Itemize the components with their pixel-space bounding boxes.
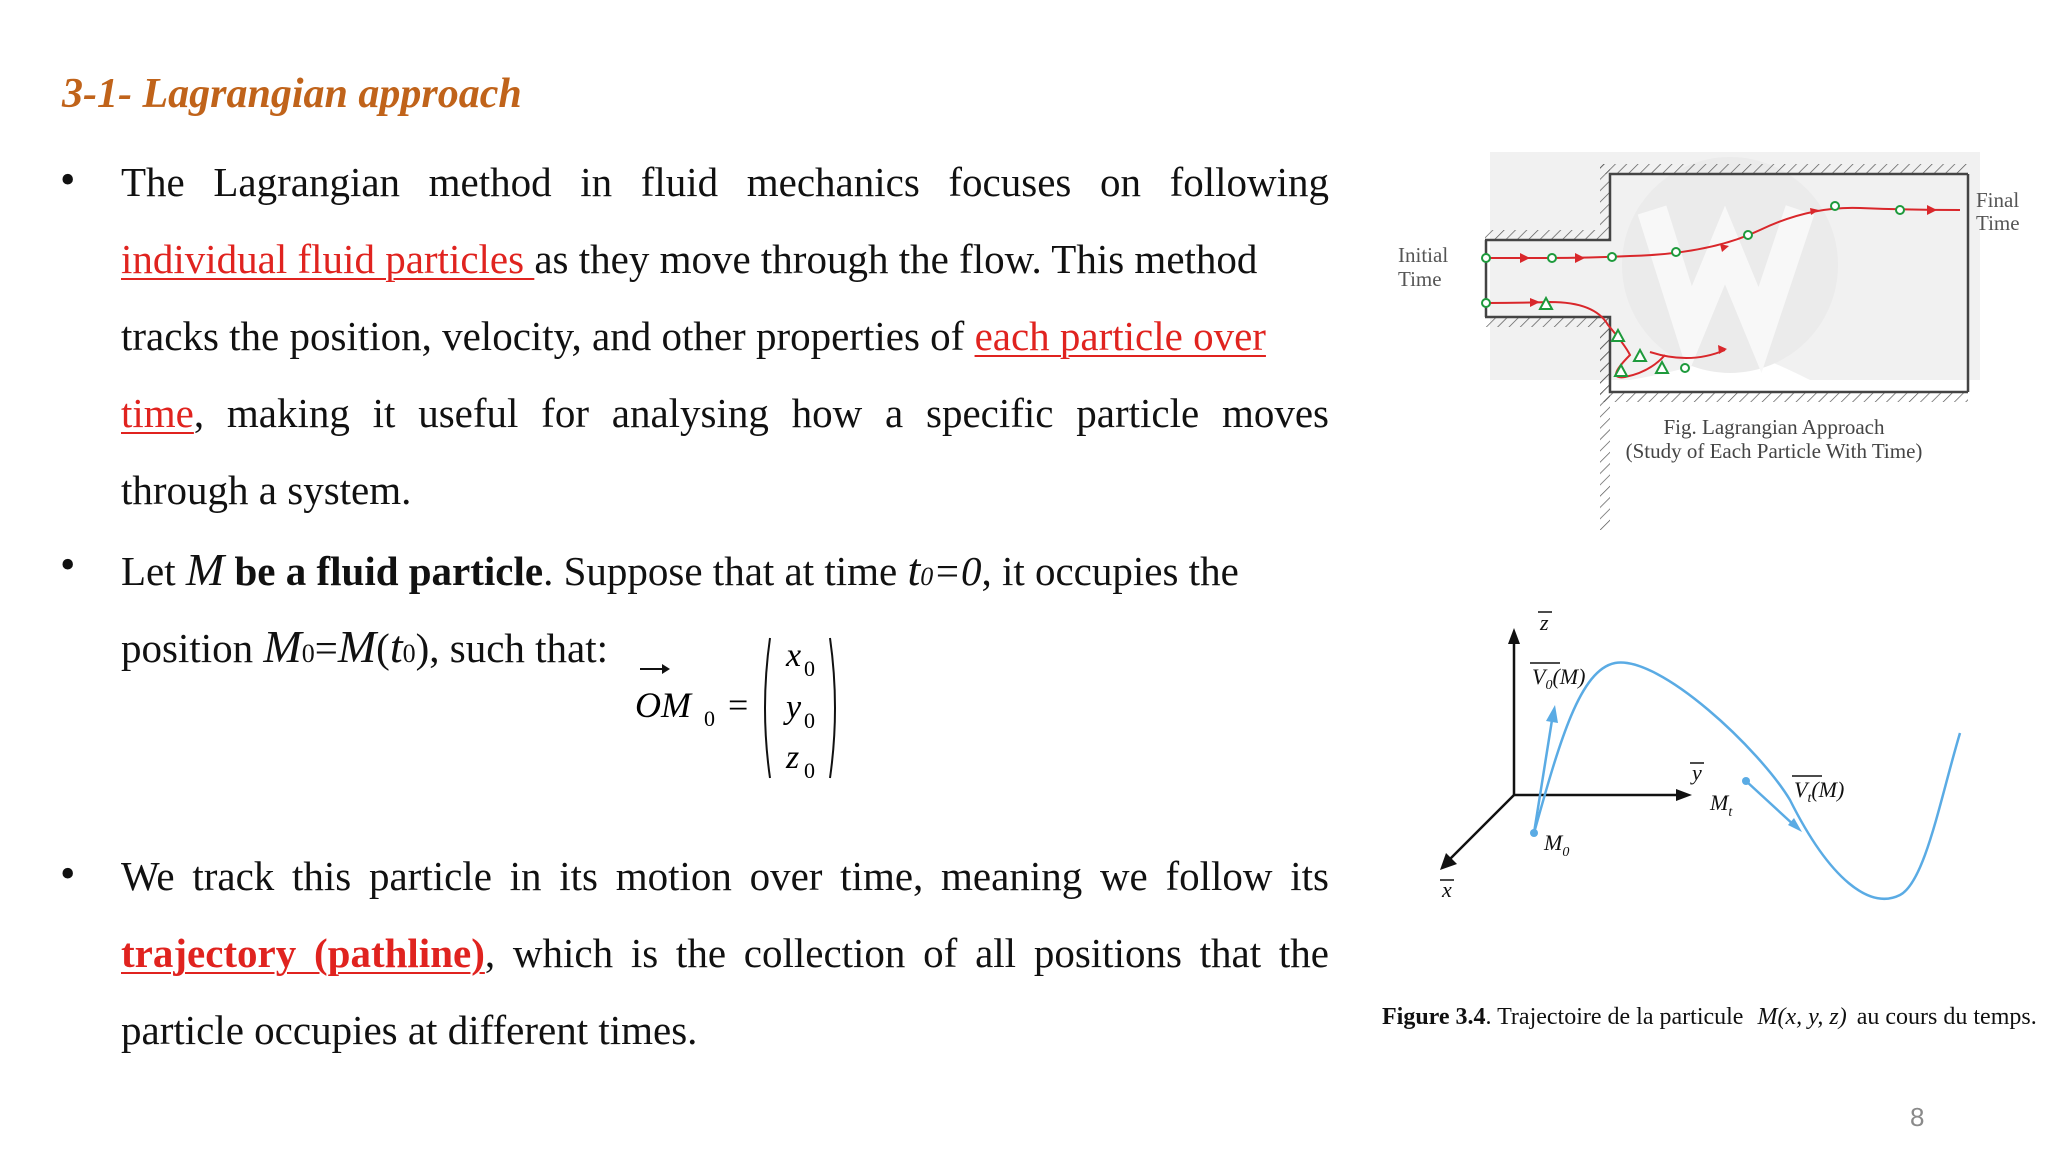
equation-z: z (786, 739, 800, 776)
bullet2-line1: Let M be a fluid particle. Suppose that at time t0=0, it occupies the (121, 544, 1239, 595)
final-time-label: Final (1976, 188, 2020, 212)
svg-text:Time: Time (1976, 211, 2020, 235)
axis-y-label: y (1692, 760, 1702, 785)
link-each-particle-over[interactable]: each particle over (974, 313, 1266, 359)
watermark-logo (1490, 152, 1980, 380)
mt-label: $M_t$ (1710, 790, 1733, 820)
v0-label: $V_0(M)$ (1532, 664, 1586, 693)
svg-text:0: 0 (804, 758, 815, 783)
svg-text:Time: Time (1398, 267, 1442, 291)
bullet-dot: • (60, 155, 76, 204)
bullet1-line5: through a system. (121, 467, 412, 513)
link-trajectory-pathline[interactable]: trajectory (pathline) (121, 930, 485, 976)
svg-text:(Study of Each Particle With T: (Study of Each Particle With Time) (1625, 439, 1923, 463)
axis-x-label: x (1442, 877, 1452, 902)
bullet3-line2: trajectory (pathline), which is the collection of all positions that the (121, 930, 1329, 976)
link-individual-fluid-particles[interactable]: individual fluid particles (121, 236, 535, 282)
initial-time-label: Initial (1398, 243, 1449, 267)
bullet1-line3: tracks the position, velocity, and other properties of each particle over (121, 313, 1266, 359)
bullet3-line3: particle occupies at different times. (121, 1007, 698, 1053)
bullet1-line2: individual fluid particles as they move through the flow. This method (121, 236, 1258, 282)
lagrangian-approach-figure (1390, 140, 2020, 470)
equation-y: y (786, 689, 802, 726)
bullet2-line2: position M0=M(t0), such that: (121, 621, 609, 672)
bullet1-line1: The Lagrangian method in fluid mechanics focuses on following (121, 159, 1329, 205)
page-number: 8 (1910, 1102, 1925, 1132)
bullet-dot: • (60, 540, 76, 589)
svg-text:0: 0 (704, 706, 715, 731)
link-time[interactable]: time (121, 390, 194, 436)
bullet-dot: • (60, 849, 76, 898)
svg-text:=: = (728, 685, 749, 725)
position-vector-equation (620, 628, 850, 798)
bullet3-line1: We track this particle in its motion over time, meaning we follow its (121, 853, 1329, 899)
axis-z-label: z (1540, 610, 1549, 635)
vt-label: $V_t(M)$ (1794, 777, 1845, 806)
equation-x: x (786, 637, 802, 674)
m0-label: $M_0$ (1544, 830, 1570, 860)
top-figure-caption: Fig. Lagrangian Approach (1663, 415, 1885, 439)
svg-text:0: 0 (804, 708, 815, 733)
slide-title: 3-1- Lagrangian approach (62, 71, 522, 117)
trajectory-figure (1430, 600, 1990, 920)
bullet1-line4: time, making it useful for analysing how a specific particle moves (121, 390, 1329, 436)
equation-lhs: OM (635, 685, 691, 725)
trajectory-figure-caption: Figure 3.4. Trajectoire de la particule M(x, y, z) au cours du temps. (1382, 1004, 2037, 1030)
svg-text:0: 0 (804, 656, 815, 681)
